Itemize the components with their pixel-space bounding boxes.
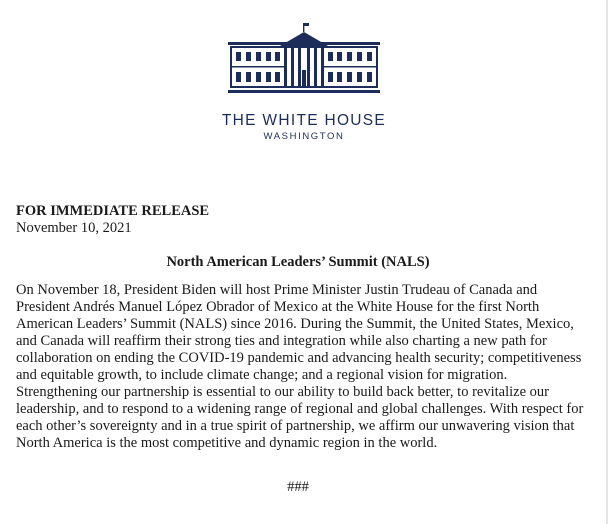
white-house-logo-icon: [228, 22, 380, 96]
release-label: FOR IMMEDIATE RELEASE: [16, 203, 210, 219]
body-paragraph: On November 18, President Biden will host Prime Minister Justin Trudeau of Canada and President Andrés Manuel López Obrador of Mexico at the White House for the first North American Leaders’ Summit (NALS) since 2016. During the Summit, the United States, Mexico, and Canada will reaffirm their strong ties and integration while also charting a new path for collaboration on ending the COVID-19 pandemic and advancing health security; competitiveness and equitable growth, to include climate change; and a regional vision for migration. Strengthening our partnership is essential to our ability to build back better, to revitalize our leadership, and to respond to a widening range of regional and global challenges. With respect for each other’s sovereignty and in a true spirit of partnership, we affirm our unwavering vision that North America is the most competitive and dynamic region in the world.: [16, 282, 584, 451]
release-date: November 10, 2021: [16, 220, 132, 236]
letterhead-city: WASHINGTON: [263, 131, 345, 142]
end-mark: ###: [287, 479, 309, 495]
letterhead-title: THE WHITE HOUSE: [221, 112, 387, 129]
document-headline: North American Leaders’ Summit (NALS): [166, 254, 430, 270]
letterhead: [0, 22, 608, 142]
